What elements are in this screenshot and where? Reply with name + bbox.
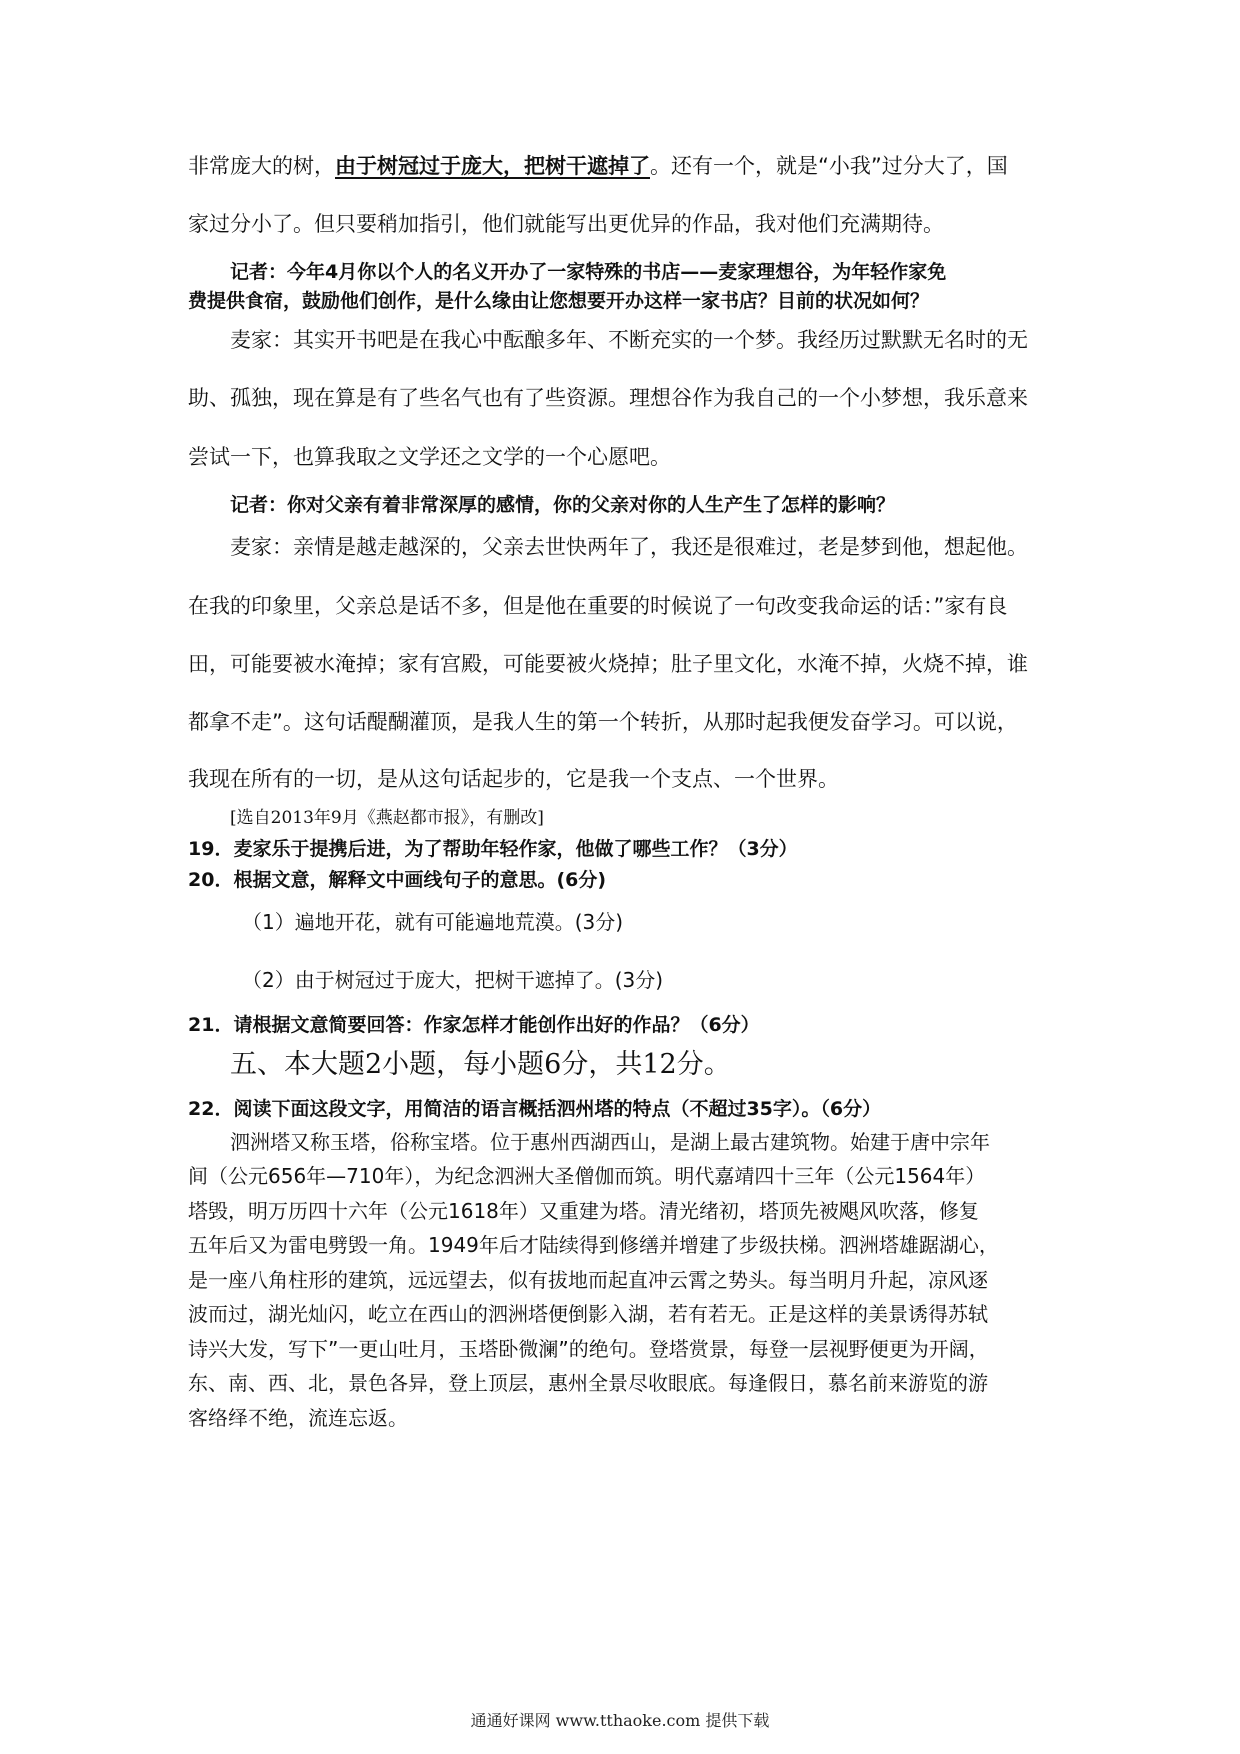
answer-paragraph-line [188,152,1008,180]
answer-paragraph-line: 尝试一下，也算我取之文学还之文学的一个心愿吧。 [188,445,671,469]
answer-paragraph-line: 麦家：亲情是越走越深的，父亲去世快两年了，我还是很难过，老是梦到他，想起他。 [230,535,1028,559]
passage-line: 波而过，湖光灿闪，屹立在西山的泗洲塔便倒影入湖，若有若无。正是这样的美景诱得苏轼 [188,1302,988,1326]
text-segment: 非常庞大的树， [188,154,335,178]
answer-paragraph-line: 家过分小了。但只要稍加指引，他们就能写出更优异的作品，我对他们充满期待。 [188,212,944,236]
question-22: 22．阅读下面这段文字，用简洁的语言概括泗州塔的特点（不超过35字）。（6分） [188,1098,882,1120]
passage-line: 东、南、西、北，景色各异，登上顶层，惠州全景尽收眼底。每逢假日，慕名前来游览的游 [188,1371,988,1395]
passage-line: 间（公元656年—710年），为纪念泗洲大圣僧伽而筑。明代嘉靖四十三年（公元1564年） [188,1164,986,1188]
section-heading: 五、本大题2小题，每小题6分，共12分。 [230,1049,731,1080]
passage-line: 客络绎不绝，流连忘返。 [188,1406,408,1430]
question-20-part-2: （2）由于树冠过于庞大，把树干遮掉了。(3分) [242,968,664,992]
passage-line: 是一座八角柱形的建筑，远远望去，似有拔地而起直冲云霄之势头。每当明月升起，凉风逐 [188,1268,988,1292]
reporter-question-line: 费提供食宿，鼓励他们创作，是什么缘由让您想要开办这样一家书店？目前的状况如何？ [188,290,930,312]
question-19: 19．麦家乐于提携后进，为了帮助年轻作家，他做了哪些工作？（3分） [188,838,798,860]
answer-paragraph-line: 田，可能要被水淹掉；家有宫殿，可能要被火烧掉；肚子里文化，水淹不掉，火烧不掉，谁 [188,652,1028,676]
question-20-part-1: （1）遍地开花，就有可能遍地荒漠。(3分) [242,910,624,934]
reporter-question-line: 记者：今年4月你以个人的名义开办了一家特殊的书店——麦家理想谷，为年轻作家免 [230,261,947,283]
answer-paragraph-line: 都拿不走”。这句话醍醐灌顶，是我人生的第一个转折，从那时起我便发奋学习。可以说， [188,710,1018,734]
answer-paragraph-line: 在我的印象里，父亲总是话不多，但是他在重要的时候说了一句改变我命运的话：”家有良 [188,594,1008,618]
question-21: 21．请根据文意简要回答：作家怎样才能创作出好的作品？（6分） [188,1014,760,1036]
passage-line: 泗洲塔又称玉塔，俗称宝塔。位于惠州西湖西山，是湖上最古建筑物。始建于唐中宗年 [230,1130,990,1154]
source-citation: [选自2013年9月《燕赵都市报》，有删改] [230,808,544,828]
answer-paragraph-line: 我现在所有的一切，是从这句话起步的，它是我一个支点、一个世界。 [188,767,839,791]
footer-watermark: 通通好课网 www.tthaoke.com 提供下载 [470,1711,770,1730]
passage-line: 塔毁，明万历四十六年（公元1618年）又重建为塔。清光绪初，塔顶先被飓风吹落，修复 [188,1199,979,1223]
text-segment: 。还有一个，就是“小我”过分大了，国 [650,154,1008,178]
underlined-sentence: 由于树冠过于庞大，把树干遮掉了 [335,154,650,178]
reporter-question-line: 记者：你对父亲有着非常深厚的感情，你的父亲对你的人生产生了怎样的影响？ [230,494,896,516]
passage-line: 诗兴大发，写下”一更山吐月，玉塔卧微澜”的绝句。登塔赏景，每登一层视野便更为开阔， [188,1337,989,1361]
answer-paragraph-line: 麦家：其实开书吧是在我心中酝酿多年、不断充实的一个梦。我经历过默默无名时的无 [230,328,1028,352]
passage-line: 五年后又为雷电劈毁一角。1949年后才陆续得到修缮并增建了步级扶梯。泗洲塔雄踞湖心， [188,1233,999,1257]
answer-paragraph-line: 助、孤独，现在算是有了些名气也有了些资源。理想谷作为我自己的一个小梦想，我乐意来 [188,386,1028,410]
question-20: 20．根据文意，解释文中画线句子的意思。(6分) [188,869,607,891]
